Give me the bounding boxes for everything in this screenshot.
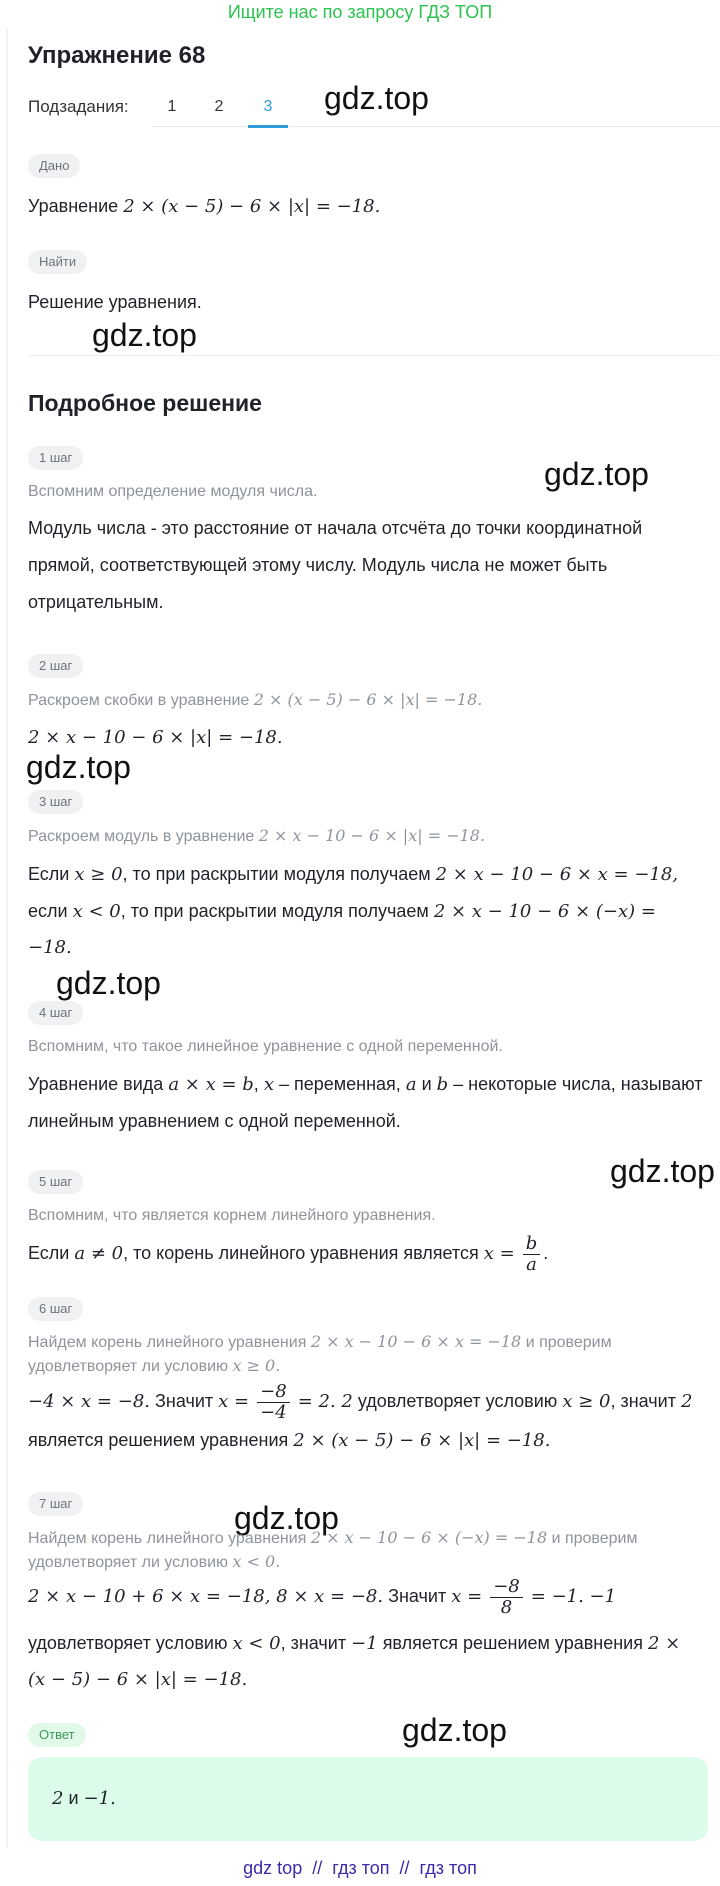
tab-subtask-1[interactable]: 1 bbox=[167, 98, 177, 115]
watermark: gdz.top bbox=[26, 749, 131, 785]
subtasks-label: Подзадания: bbox=[28, 97, 129, 116]
step-line: Если a ≠ 0, то корень линейного уравнения является x = $\frac{b}{a}$ . bbox=[28, 1232, 549, 1275]
step-hint: Вспомним, что является корнем линейного уравнения. bbox=[28, 1207, 436, 1224]
step-chip: 5 шаг bbox=[28, 1170, 83, 1194]
step-line: −4 × x = −8. Значит x = $\frac{-8}{-4}$ = 2. 2 удовлетворяет условию x ≥ 0, значит 2 bbox=[28, 1380, 693, 1423]
watermark: gdz.top bbox=[56, 965, 161, 1001]
step-chip: 2 шаг bbox=[28, 654, 83, 678]
step-line: 2 × x − 10 + 6 × x = −18, 8 × x = −8. Значит x = $\frac{-8}{8}$ = −1. −1 bbox=[28, 1575, 617, 1618]
solution-title: Подробное решение bbox=[28, 390, 262, 416]
watermark: gdz.top bbox=[610, 1153, 715, 1189]
page-title: Упражнение 68 bbox=[28, 42, 206, 69]
fraction: $\frac{-8}{8}$ bbox=[490, 1577, 523, 1618]
section-divider bbox=[28, 355, 718, 356]
subtasks-tabs-line bbox=[152, 126, 720, 127]
step-line: Модуль числа - это расстояние от начала отсчёта до точки координатной bbox=[28, 518, 643, 538]
given-text: Уравнение 2 × (x − 5) − 6 × |x| = −18. bbox=[28, 196, 381, 217]
watermark: gdz.top bbox=[402, 1712, 507, 1748]
watermark: gdz.top bbox=[234, 1500, 339, 1536]
step-hint: Найдем корень линейного уравнения 2 × x − 10 − 6 × x = −18 и проверим bbox=[28, 1332, 612, 1351]
top-banner[interactable]: Ищите нас по запросу ГДЗ ТОП bbox=[227, 2, 493, 22]
watermark: gdz.top bbox=[544, 456, 649, 492]
tab-subtask-3[interactable]: 3 bbox=[263, 98, 273, 115]
step-line: −18. bbox=[28, 937, 72, 958]
step-chip: 6 шаг bbox=[28, 1297, 83, 1321]
step-hint: удовлетворяет ли условию x < 0. bbox=[28, 1552, 281, 1571]
step-hint: Вспомним, что такое линейное уравнение с одной переменной. bbox=[28, 1038, 503, 1055]
tab-subtask-2[interactable]: 2 bbox=[214, 98, 224, 115]
step-line: удовлетворяет условию x < 0, значит −1 является решением уравнения 2 × bbox=[28, 1633, 681, 1654]
fraction: $\frac{-8}{-4}$ bbox=[257, 1382, 290, 1423]
find-chip: Найти bbox=[28, 250, 87, 274]
find-text: Решение уравнения. bbox=[28, 292, 202, 312]
step-hint: Найдем корень линейного уравнения 2 × x − 10 − 6 × (−x) = −18 и проверим bbox=[28, 1528, 638, 1547]
fraction: $\frac{b}{a}$ bbox=[523, 1234, 541, 1275]
step-hint: Вспомним определение модуля числа. bbox=[28, 483, 318, 500]
step-chip: 1 шаг bbox=[28, 446, 83, 470]
step-line: является решением уравнения 2 × (x − 5) − 6 × |x| = −18. bbox=[28, 1430, 551, 1451]
step-line: прямой, соответствующей этому числу. Модуль числа не может быть bbox=[28, 555, 608, 575]
step-line: отрицательным. bbox=[28, 592, 164, 612]
step-chip: 4 шаг bbox=[28, 1001, 83, 1025]
step-hint: Раскроем модуль в уравнение 2 × x − 10 − 6 × |x| = −18. bbox=[28, 826, 486, 845]
answer-text: 2 и −1. bbox=[52, 1788, 116, 1809]
step-result: 2 × x − 10 − 6 × |x| = −18. bbox=[28, 727, 283, 748]
answer-chip: Ответ bbox=[28, 1723, 86, 1747]
step-chip: 7 шаг bbox=[28, 1492, 83, 1516]
step-line: линейным уравнением с одной переменной. bbox=[28, 1111, 401, 1131]
watermark: gdz.top bbox=[92, 317, 197, 353]
step-line: (x − 5) − 6 × |x| = −18. bbox=[28, 1669, 248, 1690]
step-chip: 3 шаг bbox=[28, 790, 83, 814]
step-line: если x < 0, то при раскрытии модуля получаем 2 × x − 10 − 6 × (−x) = bbox=[28, 901, 656, 922]
step-hint: удовлетворяет ли условию x ≥ 0. bbox=[28, 1356, 281, 1375]
given-chip: Дано bbox=[28, 154, 80, 178]
answer-box bbox=[28, 1757, 708, 1841]
tab-active-underline bbox=[248, 125, 288, 128]
step-line: Если x ≥ 0, то при раскрытии модуля получаем 2 × x − 10 − 6 × x = −18, bbox=[28, 864, 679, 885]
step-hint: Раскроем скобки в уравнение 2 × (x − 5) − 6 × |x| = −18. bbox=[28, 690, 483, 709]
footer-links[interactable]: gdz top // гдз топ // гдз топ bbox=[243, 1858, 477, 1878]
step-line: Уравнение вида a × x = b, x – переменная, a и b – некоторые числа, называют bbox=[28, 1074, 703, 1095]
watermark: gdz.top bbox=[324, 80, 429, 116]
